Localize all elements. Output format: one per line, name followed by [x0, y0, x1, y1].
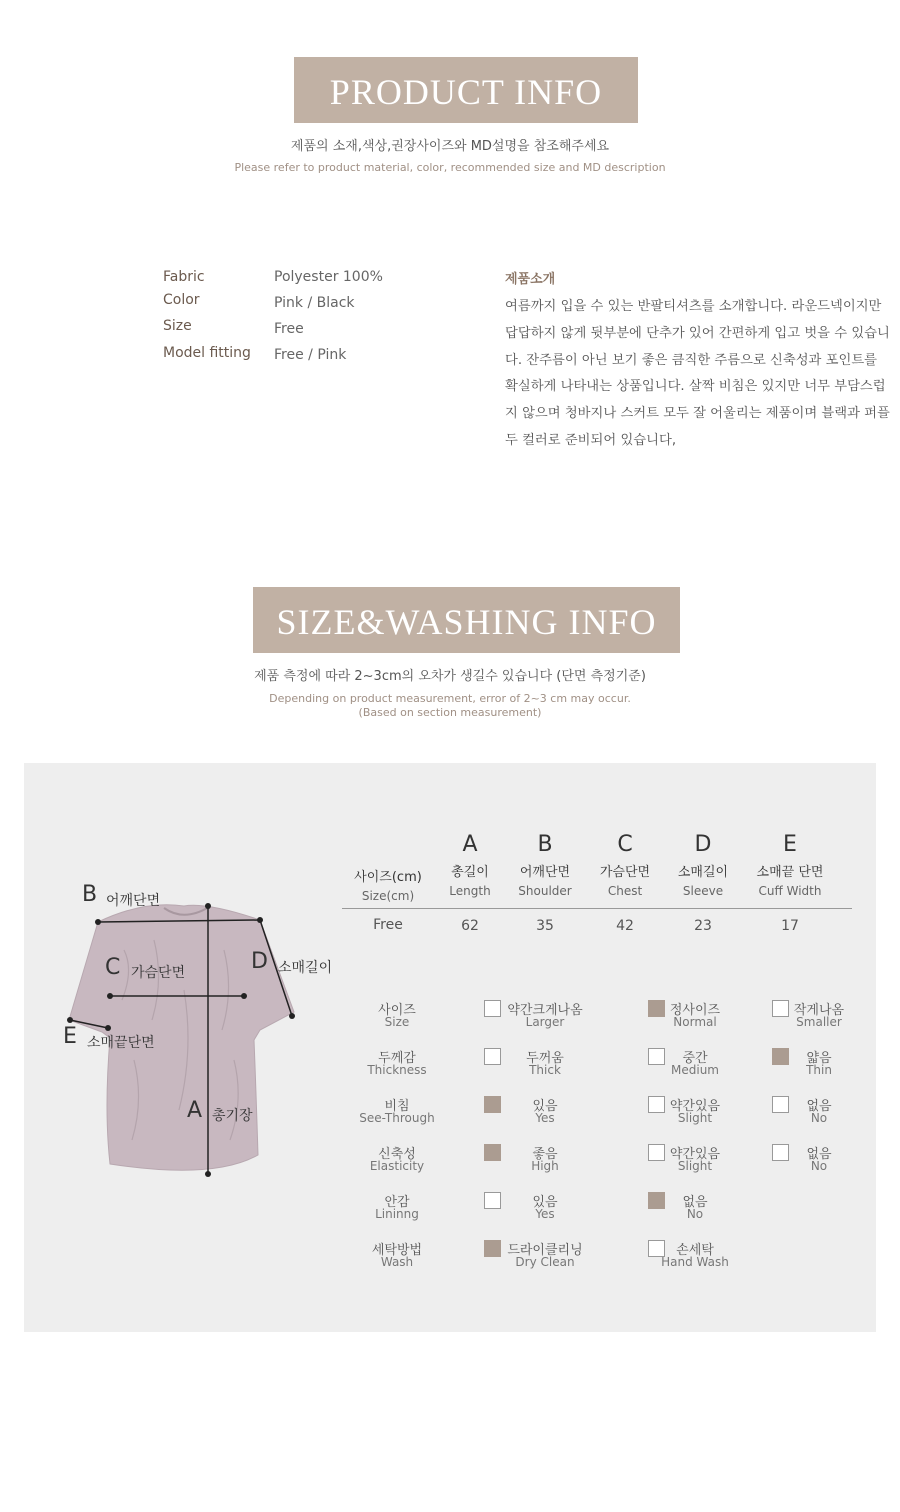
- size-value-sleeve: 23: [694, 918, 712, 934]
- attribute-label-en: Thickness: [367, 1063, 427, 1077]
- option-label-ko: 정사이즈: [669, 1003, 721, 1018]
- diagram-letter-c: C: [105, 955, 121, 980]
- column-ko: 어깨단면: [519, 865, 571, 880]
- diagram-label-cuff: 소매끝단면: [87, 1035, 155, 1051]
- column-letter: A: [462, 832, 478, 857]
- column-ko: 가슴단면: [599, 865, 651, 880]
- attribute-label-en: Lininng: [375, 1207, 419, 1221]
- diagram-label-shoulder: 어깨단면: [106, 893, 161, 909]
- description-line: 답답하지 않게 뒷부분에 단추가 있어 간편하게 입고 벗을 수 있습니: [505, 325, 890, 341]
- size-value-length: 62: [461, 918, 479, 934]
- option-label-en: Dry Clean: [515, 1255, 575, 1269]
- spec-value-size: Free: [274, 321, 304, 337]
- description-line: 지 않으며 청바지나 스커트 모두 잘 어울리는 제품이며 블랙과 퍼플: [505, 406, 890, 422]
- diagram-letter-a: A: [187, 1098, 203, 1123]
- option-label-ko: 없음: [806, 1099, 832, 1114]
- column-d: [653, 832, 753, 898]
- diagram-letter-b: B: [82, 882, 98, 907]
- attribute-label-ko: 안감: [384, 1195, 410, 1210]
- option-label-en: Thin: [806, 1063, 832, 1077]
- option-label-ko: 있음: [532, 1099, 558, 1114]
- option-label-en: Thick: [529, 1063, 561, 1077]
- size-value-chest: 42: [616, 918, 634, 934]
- option-label-ko: 있음: [532, 1195, 558, 1210]
- option-label-ko: 두꺼움: [526, 1051, 564, 1066]
- option-label-en: Yes: [535, 1111, 555, 1125]
- option-label-en: Normal: [673, 1015, 717, 1029]
- option-label-ko: 좋음: [532, 1147, 558, 1162]
- size-header-ko: 사이즈(cm): [354, 870, 422, 885]
- option-label-en: No: [810, 1111, 828, 1125]
- column-letter: B: [537, 832, 553, 857]
- option-label-ko: 약간있음: [669, 1099, 721, 1114]
- table-divider: [342, 908, 852, 909]
- spec-label-model-fitting: Model fitting: [163, 345, 251, 361]
- size-washing-banner: SIZE&WASHING INFO: [253, 587, 680, 653]
- attribute-label-en: Size: [384, 1015, 410, 1029]
- option-label-ko: 작게나옴: [793, 1003, 845, 1018]
- option-label-ko: 없음: [806, 1147, 832, 1162]
- attribute-label-ko: 세탁방법: [371, 1243, 423, 1258]
- option-label-ko: 약간크게나옴: [507, 1003, 583, 1018]
- option-label-en: High: [531, 1159, 559, 1173]
- size-row-label: Free: [373, 917, 403, 933]
- spec-value-fabric: Polyester 100%: [274, 269, 383, 285]
- description-line: 다. 잔주름이 아닌 보기 좋은 큼직한 주름으로 신축성과 포인트를: [505, 352, 878, 368]
- attribute-label-en: See-Through: [359, 1111, 435, 1125]
- option-label-en: Slight: [677, 1111, 713, 1125]
- size-info-subtitle-ko: 제품 측정에 따라 2~3cm의 오차가 생길수 있습니다 (단면 측정기준): [254, 669, 646, 684]
- size-header-en: Size(cm): [361, 889, 415, 903]
- description-line: 두 컬러로 준비되어 있습니다,: [505, 432, 677, 448]
- description-body: [505, 294, 900, 455]
- option-label-en: Smaller: [796, 1015, 842, 1029]
- attribute-label-ko: 비침: [384, 1099, 410, 1114]
- column-letter: C: [617, 832, 633, 857]
- diagram-label-sleeve: 소매길이: [278, 960, 333, 976]
- diagram-letter-e: E: [63, 1024, 77, 1049]
- column-letter: E: [783, 832, 797, 857]
- diagram-label-chest: 가슴단면: [131, 965, 186, 981]
- attribute-label-ko: 두께감: [378, 1051, 416, 1066]
- option-label-ko: 얇음: [806, 1051, 832, 1066]
- option-label-en: Larger: [525, 1015, 565, 1029]
- spec-label-color: Color: [163, 292, 200, 308]
- column-en: Cuff Width: [758, 884, 822, 898]
- column-ko: 총길이: [451, 865, 489, 880]
- spec-value-color: Pink / Black: [274, 295, 355, 311]
- product-info-banner: PRODUCT INFO: [294, 57, 638, 123]
- column-letter: D: [694, 832, 712, 857]
- column-en: Shoulder: [518, 884, 572, 898]
- product-info-subtitle-en: Please refer to product material, color, recommended size and MD description: [234, 161, 666, 174]
- option-label-en: Yes: [535, 1207, 555, 1221]
- column-ko: 소매끝 단면: [756, 865, 824, 880]
- option-label-en: Slight: [677, 1159, 713, 1173]
- size-info-subtitle-en-2: (Based on section measurement): [358, 706, 542, 719]
- column-en: Chest: [607, 884, 643, 898]
- column-e: [740, 832, 840, 898]
- option-label-en: No: [810, 1159, 828, 1173]
- option-label-ko: 손세탁: [676, 1243, 714, 1258]
- option-label-en: Hand Wash: [661, 1255, 729, 1269]
- option-label-en: No: [686, 1207, 704, 1221]
- size-value-shoulder: 35: [536, 918, 554, 934]
- option-label-ko: 드라이클리닝: [507, 1243, 583, 1258]
- column-en: Sleeve: [682, 884, 724, 898]
- spec-label-size: Size: [163, 318, 192, 334]
- attribute-label-en: Wash: [380, 1255, 414, 1269]
- description-title: 제품소개: [505, 272, 556, 287]
- size-value-cuff: 17: [781, 918, 799, 934]
- spec-value-model-fitting: Free / Pink: [274, 347, 347, 363]
- product-info-subtitle-ko: 제품의 소재,색상,권장사이즈와 MD설명을 참조해주세요: [290, 139, 610, 154]
- option-label-ko: 없음: [682, 1195, 708, 1210]
- column-ko: 소매길이: [677, 865, 729, 880]
- option-label-ko: 약간있음: [669, 1147, 721, 1162]
- column-en: Length: [449, 884, 491, 898]
- option-label-en: Medium: [671, 1063, 719, 1077]
- attribute-label-en: Elasticity: [369, 1159, 425, 1173]
- spec-label-fabric: Fabric: [163, 269, 205, 285]
- description-line: 여름까지 입을 수 있는 반팔티셔츠를 소개합니다. 라운드넥이지만: [505, 299, 882, 314]
- attribute-label-ko: 신축성: [378, 1147, 416, 1162]
- option-label-ko: 중간: [682, 1051, 708, 1066]
- size-info-subtitle-en-1: Depending on product measurement, error of 2~3 cm may occur.: [269, 692, 631, 705]
- diagram-label-length: 총기장: [212, 1108, 253, 1124]
- description-line: 확실하게 나타내는 상품입니다. 살짝 비침은 있지만 너무 부담스럽: [505, 379, 886, 395]
- diagram-letter-d: D: [251, 949, 268, 974]
- attribute-label-ko: 사이즈: [378, 1003, 416, 1018]
